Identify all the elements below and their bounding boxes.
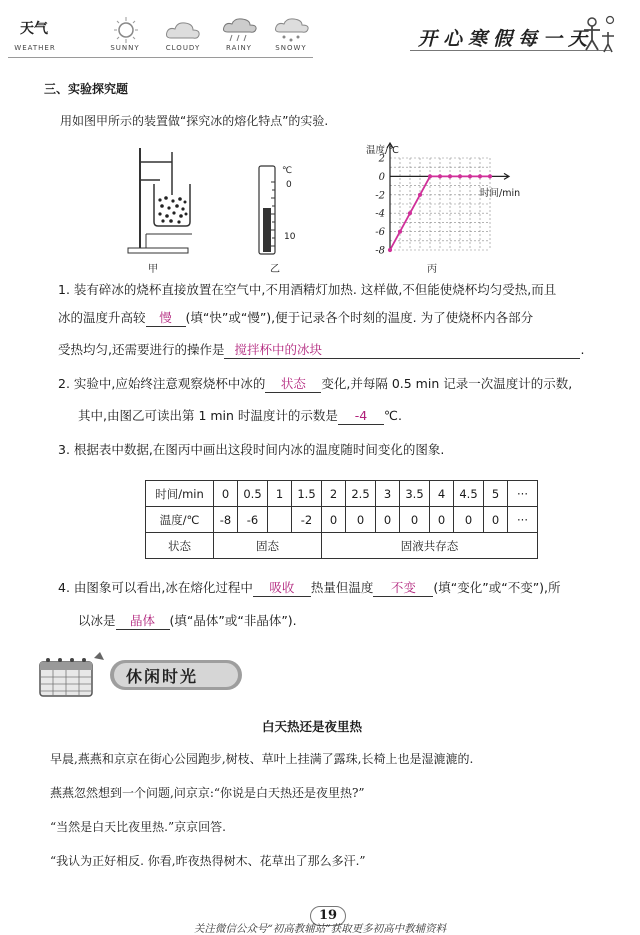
story-title: 白天热还是夜里热 bbox=[262, 719, 363, 734]
q3-text: 3. 根据表中数据,在图丙中画出这段时间内冰的温度随时间变化的图象. bbox=[58, 442, 445, 457]
table-cell: 2.5 bbox=[346, 481, 376, 507]
table-row-state bbox=[146, 533, 538, 559]
y-tick-label: -8 bbox=[375, 245, 385, 257]
thermo-unit: ℃ bbox=[282, 166, 293, 176]
weather-title: 天气 bbox=[20, 21, 48, 37]
graph-xlabel: 时间/min bbox=[480, 188, 521, 199]
table-cell: -8 bbox=[214, 507, 238, 533]
graph-ylabel: 温度/℃ bbox=[366, 145, 399, 156]
q2-line1-a: 2. 实验中,应始终注意观察烧杯中冰的 bbox=[58, 376, 266, 391]
q2-line2 bbox=[78, 408, 402, 425]
data-point bbox=[398, 230, 402, 234]
data-point bbox=[408, 211, 412, 215]
story-paragraph-4: “我认为正好相反. 你看,昨夜热得树木、花草出了那么多汗.” bbox=[50, 854, 366, 868]
table-cell bbox=[268, 507, 292, 533]
q4-line1 bbox=[58, 580, 561, 597]
table-cell: 0 bbox=[346, 507, 376, 533]
q1-line3-b: . bbox=[580, 342, 585, 357]
y-tick-label: -6 bbox=[375, 227, 385, 239]
thermo-tick-0: 0 bbox=[286, 180, 292, 190]
q4-line1-a: 4. 由图象可以看出,冰在熔化过程中 bbox=[58, 580, 253, 595]
table-cell: 0 bbox=[400, 507, 430, 533]
q1-line2 bbox=[58, 310, 533, 327]
q4-answer-2: 不变 bbox=[373, 580, 433, 597]
table-cell: 5 bbox=[484, 481, 508, 507]
snow-icon bbox=[272, 16, 312, 44]
leisure-banner bbox=[30, 650, 250, 698]
q2-line1-b: 变化,并每隔 0.5 min 记录一次温度计的示数, bbox=[321, 376, 573, 391]
sunny-label: SUNNY bbox=[110, 44, 140, 52]
section-title: 三、实验探究题 bbox=[44, 82, 129, 96]
q2-line2-a: 其中,由图乙可读出第 1 min 时温度计的示数是 bbox=[78, 408, 338, 423]
table-cell: 0 bbox=[430, 507, 454, 533]
slogan: 开心寒假每一天 bbox=[418, 28, 594, 50]
data-point bbox=[458, 174, 462, 178]
q1-line1: 1. 装有碎冰的烧杯直接放置在空气中,不用酒精灯加热. 这样做,不但能使烧杯均匀受热,而且 bbox=[58, 282, 557, 297]
figure-bing-graph bbox=[358, 140, 540, 260]
data-point bbox=[478, 174, 482, 178]
table-header-state: 状态 bbox=[146, 533, 214, 559]
cloudy-label: CLOUDY bbox=[165, 44, 201, 52]
q4-answer-3: 晶体 bbox=[116, 613, 170, 630]
q4-line2 bbox=[78, 613, 297, 630]
y-tick-label: -4 bbox=[375, 208, 385, 220]
table-cell: 0 bbox=[376, 507, 400, 533]
page-header bbox=[0, 0, 640, 70]
q2-line1 bbox=[58, 376, 572, 393]
q1-line2-b: (填“快”或“慢”),便于记录各个时刻的温度. 为了使烧杯内各部分 bbox=[185, 310, 534, 325]
table-cell: 0 bbox=[454, 507, 484, 533]
q4-line2-a: 以冰是 bbox=[78, 613, 116, 628]
table-cell: 3.5 bbox=[400, 481, 430, 507]
kids-playing-icon bbox=[580, 14, 620, 54]
table-cell: 0 bbox=[214, 481, 238, 507]
y-tick-label: -2 bbox=[375, 190, 385, 202]
thermo-tick-10: 10 bbox=[284, 232, 296, 242]
q2-line2-b: ℃. bbox=[383, 408, 402, 423]
table-row-time bbox=[146, 481, 538, 507]
table-cell: 3 bbox=[376, 481, 400, 507]
story-paragraph-3: “当然是白天比夜里热.”京京回答. bbox=[50, 820, 226, 834]
table-cell-solid: 固态 bbox=[214, 533, 322, 559]
rain-icon bbox=[220, 16, 260, 44]
label-yi: 乙 bbox=[270, 264, 280, 275]
footer-note: 关注微信公众号“初高教辅站”获取更多初高中教辅资料 bbox=[193, 923, 447, 935]
q1-line3 bbox=[58, 342, 584, 359]
page-number: 19 bbox=[310, 906, 346, 926]
q4-answer-1: 吸收 bbox=[253, 580, 311, 597]
label-bing: 丙 bbox=[427, 264, 437, 275]
table-cell: 0 bbox=[484, 507, 508, 533]
q1-answer-2: 搅拌杯中的冰块 bbox=[224, 342, 580, 359]
table-cell: 1 bbox=[268, 481, 292, 507]
data-point bbox=[418, 193, 422, 197]
data-point bbox=[468, 174, 472, 178]
page-footer bbox=[0, 900, 640, 935]
table-cell: 4 bbox=[430, 481, 454, 507]
q1-line3-a: 受热均匀,还需要进行的操作是 bbox=[58, 342, 225, 357]
table-cell: -6 bbox=[238, 507, 268, 533]
data-point bbox=[388, 248, 392, 252]
q1-line2-a: 冰的温度升高较 bbox=[58, 310, 146, 325]
data-point bbox=[488, 174, 492, 178]
table-cell-mixed: 固液共存态 bbox=[322, 533, 538, 559]
rainy-label: RAINY bbox=[226, 44, 252, 52]
table-cell: -2 bbox=[292, 507, 322, 533]
figure-jia-apparatus bbox=[120, 140, 200, 258]
label-jia: 甲 bbox=[148, 264, 158, 275]
weather-label: WEATHER bbox=[14, 44, 56, 52]
data-point bbox=[438, 174, 442, 178]
weather-strip bbox=[8, 10, 313, 58]
q4-line1-b: 热量但温度 bbox=[310, 580, 374, 595]
y-tick-label: 0 bbox=[378, 171, 385, 183]
story-paragraph-1: 早晨,燕燕和京京在街心公园跑步,树枝、草叶上挂满了露珠,长椅上也是湿漉漉的. bbox=[50, 752, 474, 766]
experiment-figures bbox=[120, 140, 540, 275]
table-cell: ··· bbox=[508, 507, 538, 533]
data-table bbox=[145, 480, 538, 559]
cloud-icon bbox=[163, 16, 203, 44]
table-cell: ··· bbox=[508, 481, 538, 507]
y-tick-label: 2 bbox=[378, 153, 385, 165]
q1-answer-1: 慢 bbox=[146, 310, 186, 327]
snowy-label: SNOWY bbox=[275, 44, 307, 52]
table-cell: 0.5 bbox=[238, 481, 268, 507]
data-point bbox=[448, 174, 452, 178]
q2-answer-2: -4 bbox=[338, 408, 384, 425]
table-header-temp: 温度/℃ bbox=[146, 507, 214, 533]
intro-text: 用如图甲所示的装置做“探究冰的熔化特点”的实验. bbox=[60, 114, 329, 128]
q4-line1-c: (填“变化”或“不变”),所 bbox=[433, 580, 561, 595]
story-paragraph-2: 燕燕忽然想到一个问题,问京京:“你说是白天热还是夜里热?” bbox=[50, 786, 365, 800]
header-slogan-area bbox=[380, 14, 620, 54]
table-row-temp bbox=[146, 507, 538, 533]
table-cell: 0 bbox=[322, 507, 346, 533]
table-cell: 2 bbox=[322, 481, 346, 507]
leisure-banner-title: 休闲时光 bbox=[126, 667, 199, 686]
table-cell: 4.5 bbox=[454, 481, 484, 507]
q4-line2-b: (填“晶体”或“非晶体”). bbox=[169, 613, 297, 628]
table-cell: 1.5 bbox=[292, 481, 322, 507]
table-header-time: 时间/min bbox=[146, 481, 214, 507]
data-point bbox=[428, 174, 432, 178]
sun-icon bbox=[106, 16, 146, 44]
q2-answer-1: 状态 bbox=[265, 376, 321, 393]
figure-yi-thermometer bbox=[245, 162, 305, 258]
